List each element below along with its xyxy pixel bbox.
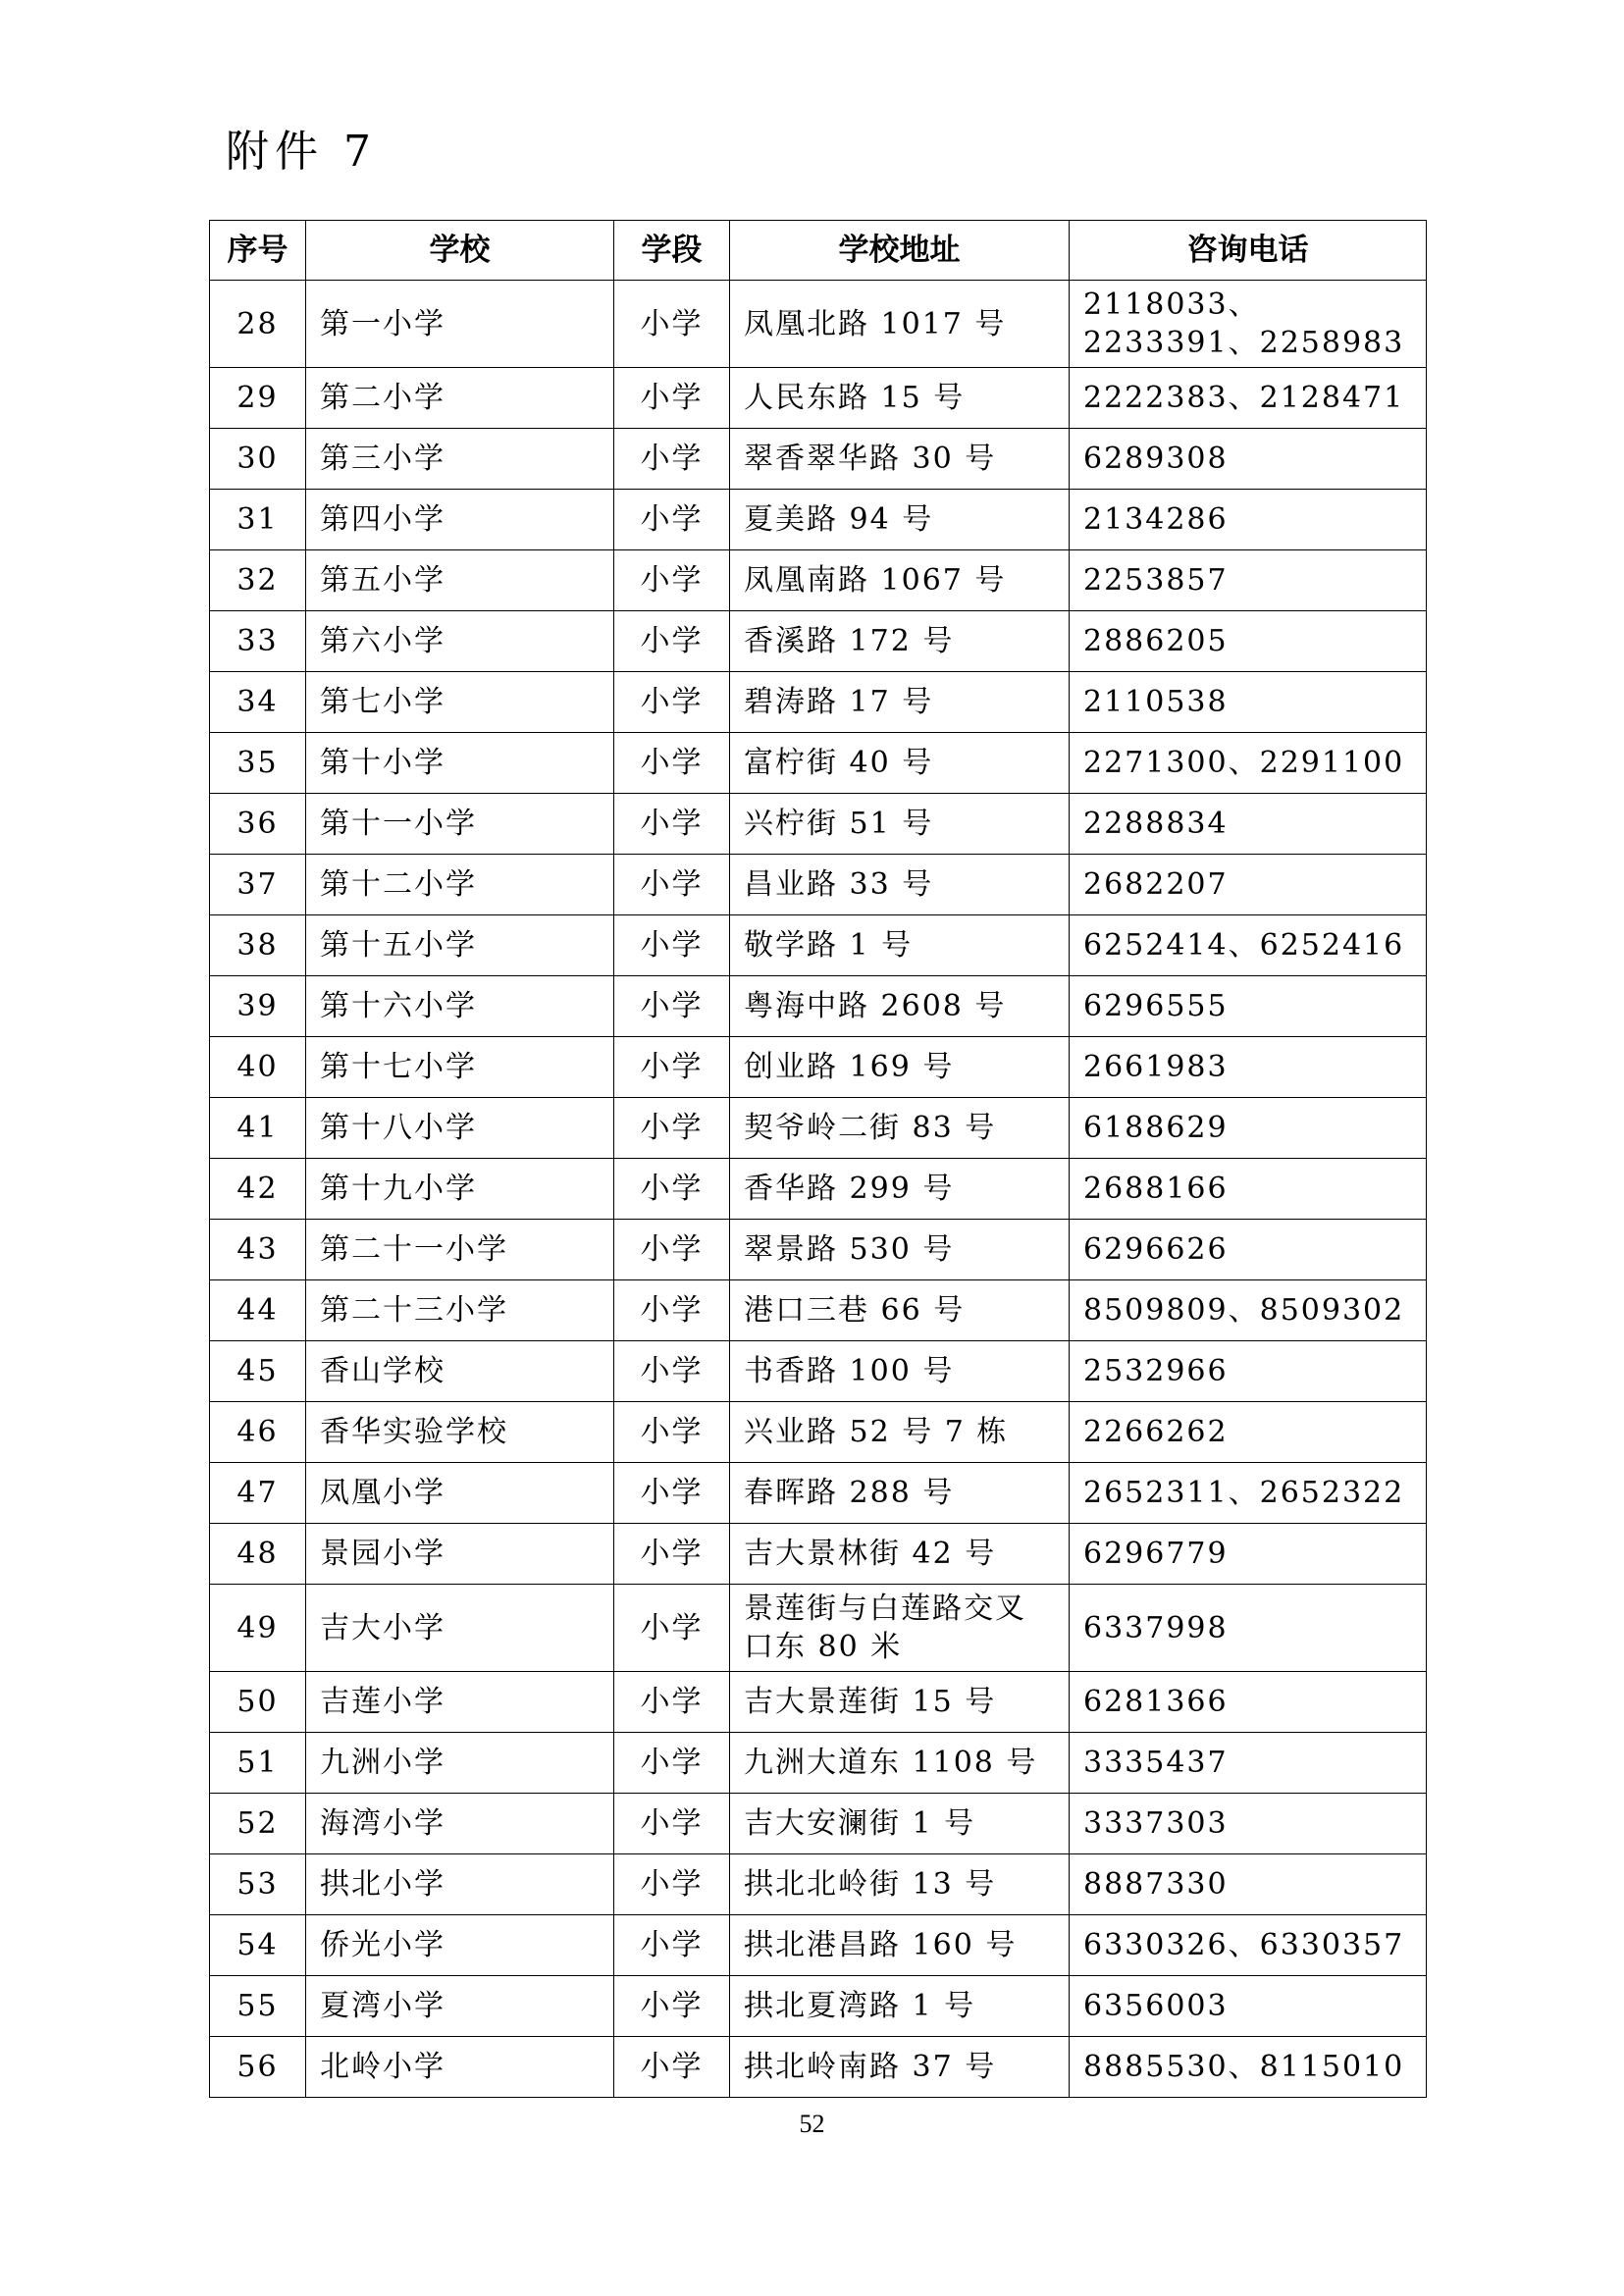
cell-level: 小学 xyxy=(614,672,730,733)
cell-phone: 3335437 xyxy=(1070,1733,1427,1794)
cell-no: 45 xyxy=(210,1341,306,1402)
table-row xyxy=(210,1524,1427,1585)
cell-phone: 2532966 xyxy=(1070,1341,1427,1402)
table-row xyxy=(210,1915,1427,1976)
cell-school: 景园小学 xyxy=(306,1524,614,1585)
cell-school: 第二小学 xyxy=(306,368,614,429)
cell-level: 小学 xyxy=(614,1976,730,2037)
cell-school: 海湾小学 xyxy=(306,1794,614,1854)
cell-address: 吉大景林街 42 号 xyxy=(730,1524,1070,1585)
cell-phone: 8509809、8509302 xyxy=(1070,1280,1427,1341)
cell-no: 54 xyxy=(210,1915,306,1976)
cell-address: 凤凰南路 1067 号 xyxy=(730,550,1070,611)
cell-address: 碧涛路 17 号 xyxy=(730,672,1070,733)
school-table xyxy=(209,220,1427,2098)
cell-level: 小学 xyxy=(614,429,730,490)
cell-no: 56 xyxy=(210,2037,306,2098)
cell-address: 创业路 169 号 xyxy=(730,1037,1070,1098)
cell-no: 35 xyxy=(210,733,306,794)
header-phone: 咨询电话 xyxy=(1070,221,1427,281)
cell-phone: 2271300、2291100 xyxy=(1070,733,1427,794)
cell-level: 小学 xyxy=(614,1220,730,1280)
cell-address: 契爷岭二街 83 号 xyxy=(730,1098,1070,1159)
cell-level: 小学 xyxy=(614,1794,730,1854)
header-school: 学校 xyxy=(306,221,614,281)
cell-phone: 6289308 xyxy=(1070,429,1427,490)
cell-level: 小学 xyxy=(614,550,730,611)
cell-school: 香华实验学校 xyxy=(306,1402,614,1463)
cell-level: 小学 xyxy=(614,1280,730,1341)
cell-no: 53 xyxy=(210,1854,306,1915)
cell-level: 小学 xyxy=(614,1854,730,1915)
cell-address: 敬学路 1 号 xyxy=(730,915,1070,976)
cell-school: 拱北小学 xyxy=(306,1854,614,1915)
cell-phone: 6188629 xyxy=(1070,1098,1427,1159)
cell-school: 第十小学 xyxy=(306,733,614,794)
table-row xyxy=(210,281,1427,368)
cell-address: 凤凰北路 1017 号 xyxy=(730,281,1070,368)
cell-no: 30 xyxy=(210,429,306,490)
cell-school: 香山学校 xyxy=(306,1341,614,1402)
cell-phone: 6252414、6252416 xyxy=(1070,915,1427,976)
cell-school: 第十五小学 xyxy=(306,915,614,976)
header-level: 学段 xyxy=(614,221,730,281)
cell-school: 侨光小学 xyxy=(306,1915,614,1976)
cell-address: 香溪路 172 号 xyxy=(730,611,1070,672)
cell-phone: 8887330 xyxy=(1070,1854,1427,1915)
cell-level: 小学 xyxy=(614,733,730,794)
cell-level: 小学 xyxy=(614,1159,730,1220)
cell-address: 兴柠街 51 号 xyxy=(730,794,1070,855)
table-row xyxy=(210,915,1427,976)
cell-address: 粤海中路 2608 号 xyxy=(730,976,1070,1037)
cell-school: 第五小学 xyxy=(306,550,614,611)
cell-level: 小学 xyxy=(614,1585,730,1672)
table-row xyxy=(210,2037,1427,2098)
cell-level: 小学 xyxy=(614,1672,730,1733)
cell-no: 39 xyxy=(210,976,306,1037)
table-row xyxy=(210,1733,1427,1794)
cell-level: 小学 xyxy=(614,1524,730,1585)
cell-phone: 2688166 xyxy=(1070,1159,1427,1220)
cell-no: 33 xyxy=(210,611,306,672)
cell-no: 28 xyxy=(210,281,306,368)
cell-address: 港口三巷 66 号 xyxy=(730,1280,1070,1341)
cell-level: 小学 xyxy=(614,915,730,976)
cell-phone: 6296626 xyxy=(1070,1220,1427,1280)
cell-level: 小学 xyxy=(614,1733,730,1794)
cell-level: 小学 xyxy=(614,1341,730,1402)
table-row xyxy=(210,1976,1427,2037)
cell-address: 夏美路 94 号 xyxy=(730,490,1070,550)
cell-address: 翠香翠华路 30 号 xyxy=(730,429,1070,490)
cell-level: 小学 xyxy=(614,281,730,368)
cell-address: 拱北港昌路 160 号 xyxy=(730,1915,1070,1976)
cell-address: 拱北夏湾路 1 号 xyxy=(730,1976,1070,2037)
cell-school: 第十八小学 xyxy=(306,1098,614,1159)
cell-school: 第十二小学 xyxy=(306,855,614,915)
cell-level: 小学 xyxy=(614,1037,730,1098)
page-number: 52 xyxy=(799,2110,825,2138)
cell-no: 38 xyxy=(210,915,306,976)
cell-phone: 6337998 xyxy=(1070,1585,1427,1672)
cell-phone: 6281366 xyxy=(1070,1672,1427,1733)
cell-phone: 2118033、2233391、2258983 xyxy=(1070,281,1427,368)
table-row xyxy=(210,1854,1427,1915)
cell-no: 29 xyxy=(210,368,306,429)
cell-level: 小学 xyxy=(614,1402,730,1463)
table-row xyxy=(210,1220,1427,1280)
cell-no: 43 xyxy=(210,1220,306,1280)
cell-phone: 2266262 xyxy=(1070,1402,1427,1463)
table-row xyxy=(210,1672,1427,1733)
cell-level: 小学 xyxy=(614,855,730,915)
cell-address: 吉大安澜街 1 号 xyxy=(730,1794,1070,1854)
cell-level: 小学 xyxy=(614,490,730,550)
table-row xyxy=(210,1585,1427,1672)
cell-address: 兴业路 52 号 7 栋 xyxy=(730,1402,1070,1463)
cell-phone: 6296779 xyxy=(1070,1524,1427,1585)
cell-school: 第一小学 xyxy=(306,281,614,368)
cell-level: 小学 xyxy=(614,611,730,672)
table-row xyxy=(210,733,1427,794)
cell-no: 41 xyxy=(210,1098,306,1159)
cell-phone: 2682207 xyxy=(1070,855,1427,915)
header-address: 学校地址 xyxy=(730,221,1070,281)
cell-no: 46 xyxy=(210,1402,306,1463)
header-no: 序号 xyxy=(210,221,306,281)
cell-no: 48 xyxy=(210,1524,306,1585)
cell-school: 吉大小学 xyxy=(306,1585,614,1672)
cell-phone: 3337303 xyxy=(1070,1794,1427,1854)
table-row xyxy=(210,429,1427,490)
cell-no: 42 xyxy=(210,1159,306,1220)
cell-school: 第十九小学 xyxy=(306,1159,614,1220)
cell-level: 小学 xyxy=(614,1915,730,1976)
table-row xyxy=(210,1794,1427,1854)
cell-level: 小学 xyxy=(614,1098,730,1159)
cell-no: 34 xyxy=(210,672,306,733)
cell-school: 第二十一小学 xyxy=(306,1220,614,1280)
cell-level: 小学 xyxy=(614,368,730,429)
cell-no: 49 xyxy=(210,1585,306,1672)
cell-school: 第四小学 xyxy=(306,490,614,550)
cell-phone: 6356003 xyxy=(1070,1976,1427,2037)
cell-no: 52 xyxy=(210,1794,306,1854)
cell-address: 翠景路 530 号 xyxy=(730,1220,1070,1280)
cell-no: 37 xyxy=(210,855,306,915)
cell-address: 吉大景莲街 15 号 xyxy=(730,1672,1070,1733)
cell-phone: 6330326、6330357 xyxy=(1070,1915,1427,1976)
cell-school: 第十七小学 xyxy=(306,1037,614,1098)
cell-address: 人民东路 15 号 xyxy=(730,368,1070,429)
cell-level: 小学 xyxy=(614,2037,730,2098)
cell-phone: 2661983 xyxy=(1070,1037,1427,1098)
table-row xyxy=(210,1341,1427,1402)
cell-phone: 2253857 xyxy=(1070,550,1427,611)
cell-address: 香华路 299 号 xyxy=(730,1159,1070,1220)
cell-address: 书香路 100 号 xyxy=(730,1341,1070,1402)
cell-phone: 2886205 xyxy=(1070,611,1427,672)
cell-school: 凤凰小学 xyxy=(306,1463,614,1524)
table-body xyxy=(210,281,1427,2098)
cell-level: 小学 xyxy=(614,1463,730,1524)
cell-school: 第十一小学 xyxy=(306,794,614,855)
table-header-row xyxy=(210,221,1427,281)
cell-school: 夏湾小学 xyxy=(306,1976,614,2037)
table-row xyxy=(210,794,1427,855)
cell-school: 第七小学 xyxy=(306,672,614,733)
cell-address: 富柠街 40 号 xyxy=(730,733,1070,794)
cell-address: 昌业路 33 号 xyxy=(730,855,1070,915)
cell-level: 小学 xyxy=(614,794,730,855)
table-row xyxy=(210,855,1427,915)
cell-phone: 2652311、2652322 xyxy=(1070,1463,1427,1524)
cell-phone: 2288834 xyxy=(1070,794,1427,855)
cell-no: 55 xyxy=(210,1976,306,2037)
table-row xyxy=(210,976,1427,1037)
cell-level: 小学 xyxy=(614,976,730,1037)
cell-no: 51 xyxy=(210,1733,306,1794)
cell-no: 36 xyxy=(210,794,306,855)
table-row xyxy=(210,1159,1427,1220)
cell-address: 景莲街与白莲路交叉口东 80 米 xyxy=(730,1585,1070,1672)
table-row xyxy=(210,1037,1427,1098)
table-row xyxy=(210,1280,1427,1341)
table-row xyxy=(210,1098,1427,1159)
cell-no: 31 xyxy=(210,490,306,550)
cell-address: 拱北岭南路 37 号 xyxy=(730,2037,1070,2098)
table-row xyxy=(210,368,1427,429)
cell-phone: 2134286 xyxy=(1070,490,1427,550)
cell-phone: 2222383、2128471 xyxy=(1070,368,1427,429)
cell-no: 50 xyxy=(210,1672,306,1733)
cell-school: 第二十三小学 xyxy=(306,1280,614,1341)
cell-phone: 6296555 xyxy=(1070,976,1427,1037)
table-row xyxy=(210,611,1427,672)
cell-phone: 2110538 xyxy=(1070,672,1427,733)
cell-no: 40 xyxy=(210,1037,306,1098)
cell-address: 九洲大道东 1108 号 xyxy=(730,1733,1070,1794)
table-row xyxy=(210,672,1427,733)
table-row xyxy=(210,1463,1427,1524)
cell-school: 九洲小学 xyxy=(306,1733,614,1794)
cell-address: 拱北北岭街 13 号 xyxy=(730,1854,1070,1915)
table-row xyxy=(210,550,1427,611)
cell-no: 47 xyxy=(210,1463,306,1524)
table-row xyxy=(210,490,1427,550)
attachment-title: 附件 7 xyxy=(226,127,377,177)
cell-school: 第十六小学 xyxy=(306,976,614,1037)
cell-no: 44 xyxy=(210,1280,306,1341)
cell-school: 第三小学 xyxy=(306,429,614,490)
cell-school: 吉莲小学 xyxy=(306,1672,614,1733)
cell-school: 北岭小学 xyxy=(306,2037,614,2098)
cell-address: 春晖路 288 号 xyxy=(730,1463,1070,1524)
cell-no: 32 xyxy=(210,550,306,611)
cell-phone: 8885530、8115010 xyxy=(1070,2037,1427,2098)
table-row xyxy=(210,1402,1427,1463)
cell-school: 第六小学 xyxy=(306,611,614,672)
